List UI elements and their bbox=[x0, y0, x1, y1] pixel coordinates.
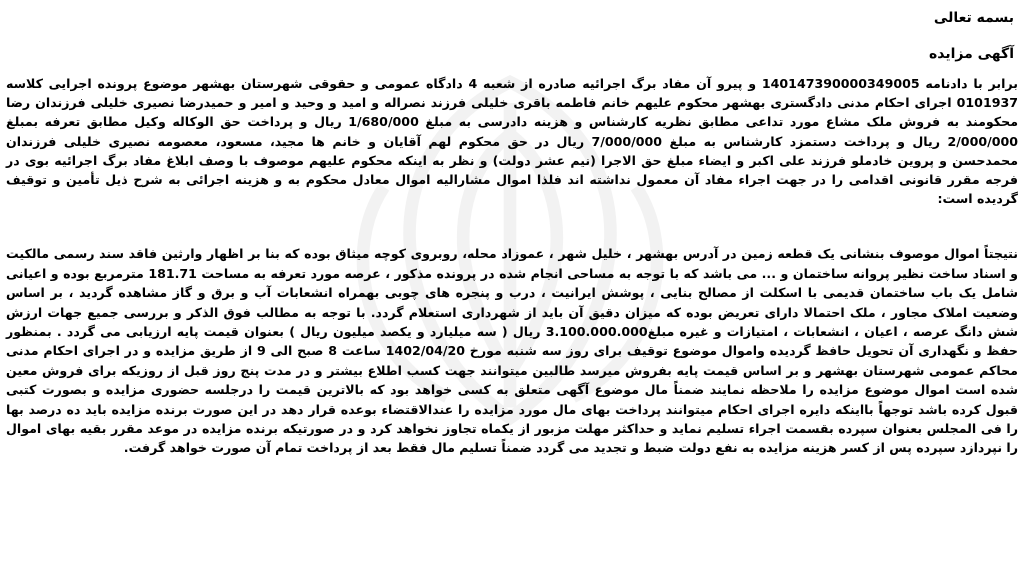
notice-paragraph-property: نتیجتاً اموال موصوف بنشانی یک قطعه زمین در آدرس بهشهر ، خلیل شهر ، عموزاد محله، روبروی کوچه میثاق بوده که بنا بر اظهار وارثین فاقد سند رسمی مالکیت و اسناد ساخت نظیر پروانه ساختمان و ... می باشد که با توجه به مساحی انجام شده در پرونده مذکور ، عرصه مورد تعرفه به مساحت 181.71 مترمربع بوده و اعیانی شامل یک باب ساختمان قدیمی با اسکلت از مصالح بنایی ، پوشش ایرانیت ، درب و پنجره های چوبی بهمراه انشعابات آب و برق و گاز مشاهده گردید ، بر اساس وضعیت املاک مجاور ، ملک احتمالا دارای تعریض بوده که میزان دقیق آن باید از شهرداری استعلام گردد. با توجه به مطالب فوق الذکر و بررسی جمیع جهات ارزش شش دانگ عرصه ، اعیان ، انشعابات ، امتیازات و غیره مبلغ3.100.000.000 ریال ( سه میلیارد و یکصد میلیون ریال ) بعنوان قیمت پایه ارزیابی می گردد . بمنظور حفظ و نگهداری آن تحویل حافظ گردیده واموال موضوع توقیف برای روز سه شنبه مورخ 1402/04/20 ساعت 8 صبح الی 9 از طریق مزایده و در اجرای احکام مدنی محاکم عمومی شهرستان بهشهر و بر اساس قیمت پایه بفروش میرسد طالبین میتوانند جهت کسب اطلاع بیشتر و در مدت پنج روز قبل از روزیکه برای فروش معین شده است اموال موضوع مزایده را ملاحظه نمایند ضمناً مال موضوع آگهی متعلق به کسی خواهد بود که بالاترین قیمت را درجلسه حضوری مزایده و بصورت کتبی قبول کرده باشد توجهاً بااینکه دایره اجرای احکام میتوانند پرداخت بهای مال مورد مزایده را عندالاقتضاء بوعده قرار دهد در این صورت برنده مزایده باید ده درصد بها را فی المجلس بعنوان سپرده بقسمت اجراء تسلیم نماید و حداکثر مهلت مزبور از یکماه تجاوز نخواهد کرد و در صورتیکه برنده مزایده در موعد مقرر بقیه بهای اموال را نپردازد سپرده پس از کسر هزینه مزایده به نفع دولت ضبط و تجدید می گردد ضمناً تسلیم مال فقط بعد از پرداخت تمام آن صورت خواهد گرفت. bbox=[6, 246, 1019, 456]
notice-paragraph-verdict: برابر با دادنامه 140147390000349005 و پیرو آن مفاد برگ اجرائیه صادره از شعبه 4 دادگاه عمومی و حقوقی شهرستان بهشهر موضوع پرونده اجرایی کلاسه 0101937 اجرای احکام مدنی دادگستری بهشهر محکوم علیهم خانم فاطمه باقری خلیلی فرزند نصراله و امید و وحید و امیر و حمیدرضا نصیری خلیلی فرزندان رضا محکومند به فروش ملک مشاع مورد تداعی مطابق نظریه کارشناس و هزینه دادرسی به مبلغ 1/680/000 ریال و پرداخت حق الوکاله وکیل مطابق تعرفه بمبلغ 2/000/000 ریال و پرداخت دستمزد کارشناس به مبلغ 7/000/000 ریال در حق محکوم لهم آقایان و خانم ها مجید، مسعود، معصومه نصیری خلیلی فرزندان محمدحسن و پروین خادملو فرزند علی اکبر و ایضاء مبلغ حق الاجرا (نیم عشر دولت) و نظر به اینکه محکوم علیهم موصوف با وصف ابلاغ مفاد برگ اجرائیه بوی در فرجه مقرر قانونی اقدامی را در جهت اجراء مفاد آن معمول نداشته اند فلذا اموال مشاراليه اموال معادل محکوم به و هزینه اجرائی به شرح ذیل تأمین و توقیف گردیده است: bbox=[6, 76, 1018, 207]
notice-title: آگهی مزایده bbox=[928, 46, 1014, 62]
invocation-heading: بسمه تعالی bbox=[933, 10, 1014, 26]
